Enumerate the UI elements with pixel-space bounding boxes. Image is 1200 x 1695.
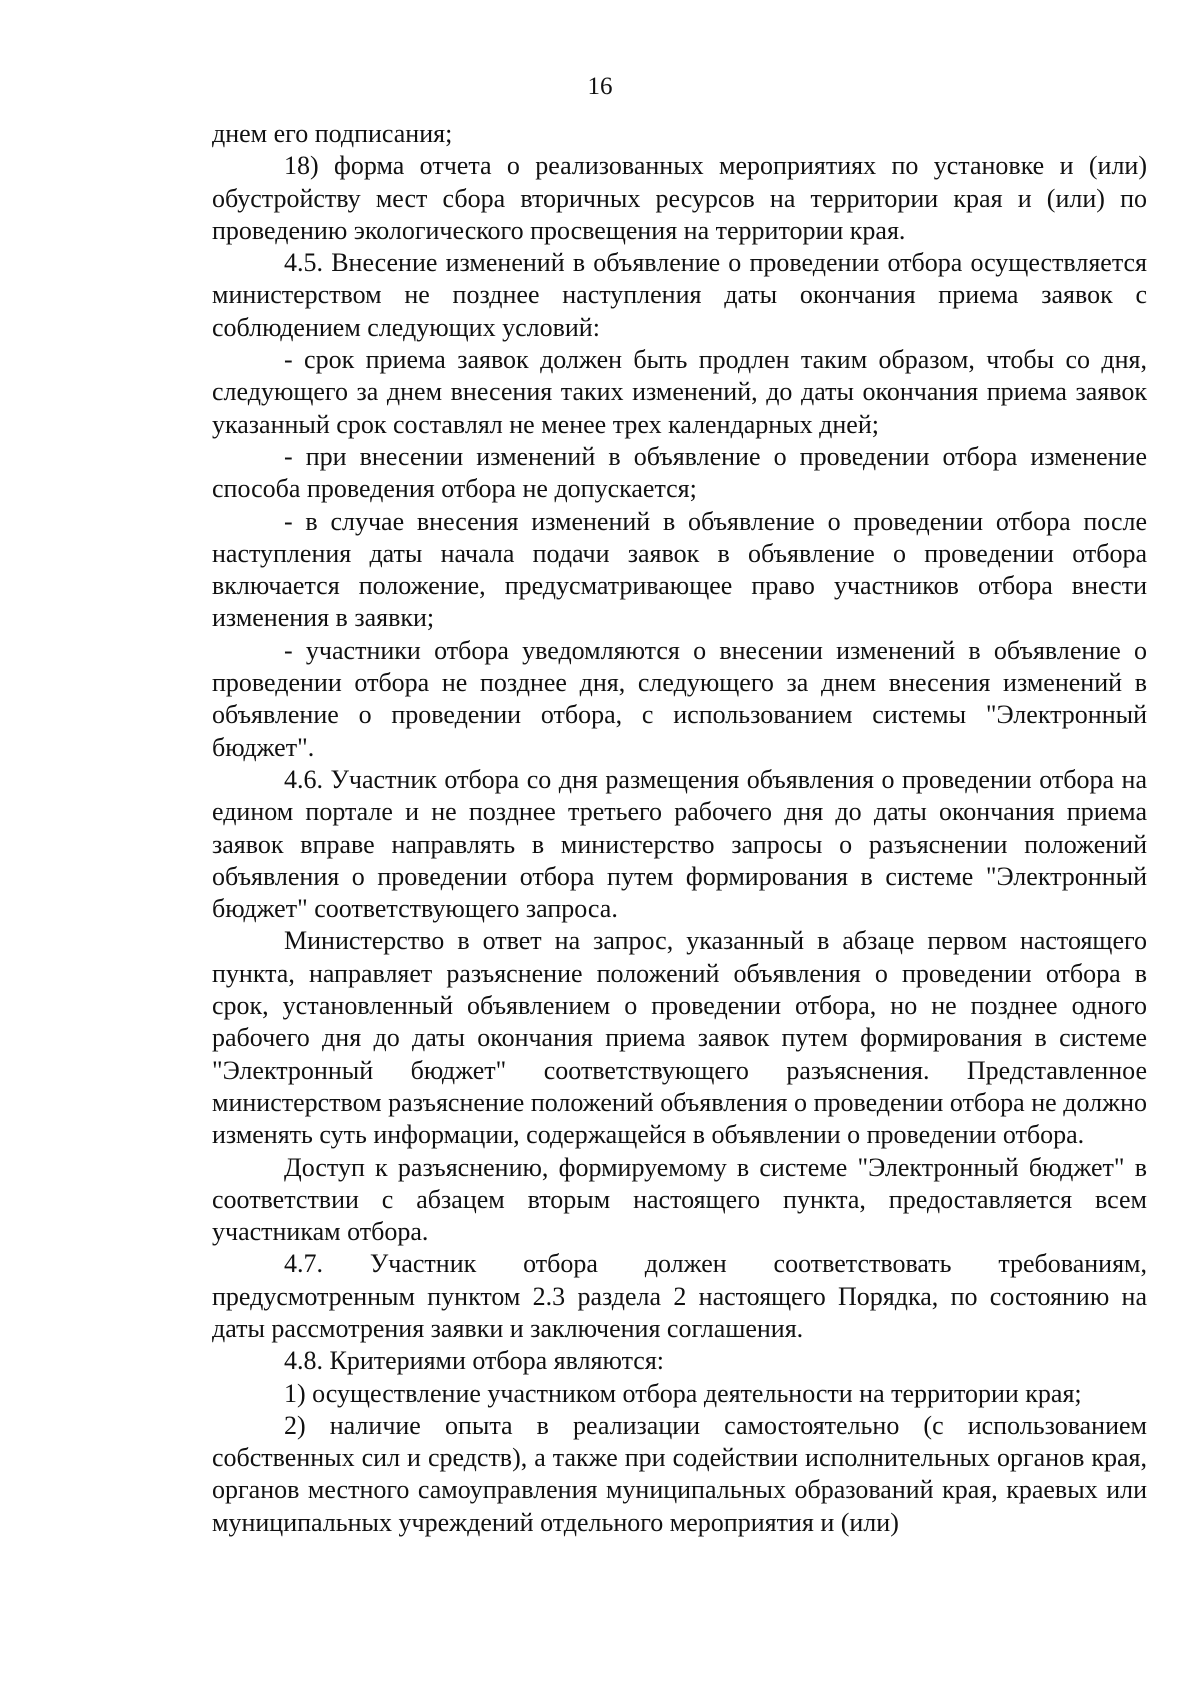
document-body	[212, 118, 1147, 1539]
paragraph-condition-4: - участники отбора уведомляются о внесении изменений в объявление о проведении отбора не позднее дня, следующего за днем внесения изменений в объявление о проведении отбора, с использованием системы "Электронный бюджет".	[212, 635, 1147, 762]
paragraph-4-6: 4.6. Участник отбора со дня размещения объявления о проведении отбора на едином портале и не позднее третьего рабочего дня до даты окончания приема заявок вправе направлять в министерство запросы о разъяснении положений объявления о проведении отбора путем формирования в системе "Электронный бюджет" соответствующего запроса.	[212, 764, 1147, 924]
paragraph-condition-3: - в случае внесения изменений в объявление о проведении отбора после наступления даты начала подачи заявок в объявление о проведении отбора включается положение, предусматривающее право участников отбора внести изменения в заявки;	[212, 506, 1147, 633]
paragraph-criterion-1: 1) осуществление участником отбора деятельности на территории края;	[284, 1378, 1082, 1408]
paragraph-access: Доступ к разъяснению, формируемому в системе "Электронный бюджет" в соответствии с абзацем вторым настоящего пункта, предоставляется всем участникам отбора.	[212, 1152, 1147, 1247]
paragraph-criterion-2: 2) наличие опыта в реализации самостоятельно (с использованием собственных сил и средств), а также при содействии исполнительных органов края, органов местного самоуправления муниципальных образований края, краевых или муниципальных учреждений отдельного мероприятия и (или)	[212, 1410, 1147, 1537]
paragraph-4-5: 4.5. Внесение изменений в объявление о проведении отбора осуществляется министерством не позднее наступления даты окончания приема заявок с соблюдением следующих условий:	[212, 248, 1147, 342]
paragraph-continuation: днем его подписания;	[212, 119, 453, 148]
paragraph-4-7: 4.7. Участник отбора должен соответствовать требованиям, предусмотренным пунктом 2.3 раздела 2 настоящего Порядка, по состоянию на даты рассмотрения заявки и заключения соглашения.	[212, 1249, 1147, 1343]
paragraph-ministry-response: Министерство в ответ на запрос, указанный в абзаце первом настоящего пункта, направляет разъяснение положений объявления о проведении отбора в срок, установленный объявлением о проведении отбора, но не позднее одного рабочего дня до даты окончания приема заявок путем формирования в системе "Электронный бюджет" соответствующего разъяснения. Представленное министерством разъяснение положений объявления о проведении отбора не должно изменять суть информации, содержащейся в объявлении о проведении отбора.	[212, 926, 1147, 1150]
paragraph-condition-1: - срок приема заявок должен быть продлен таким образом, чтобы со дня, следующего за днем внесения таких изменений, до даты окончания приема заявок указанный срок составлял не менее трех календарных дней;	[212, 345, 1147, 439]
page-number: 16	[587, 73, 613, 100]
paragraph-4-8: 4.8. Критериями отбора являются:	[284, 1346, 664, 1376]
paragraph-item-18: 18) форма отчета о реализованных мероприятиях по установке и (или) обустройству мест сбора вторичных ресурсов на территории края и (или) по проведению экологического просвещения на территории края.	[212, 151, 1147, 245]
paragraph-condition-2: - при внесении изменений в объявление о проведении отбора изменение способа проведения отбора не допускается;	[212, 441, 1147, 504]
